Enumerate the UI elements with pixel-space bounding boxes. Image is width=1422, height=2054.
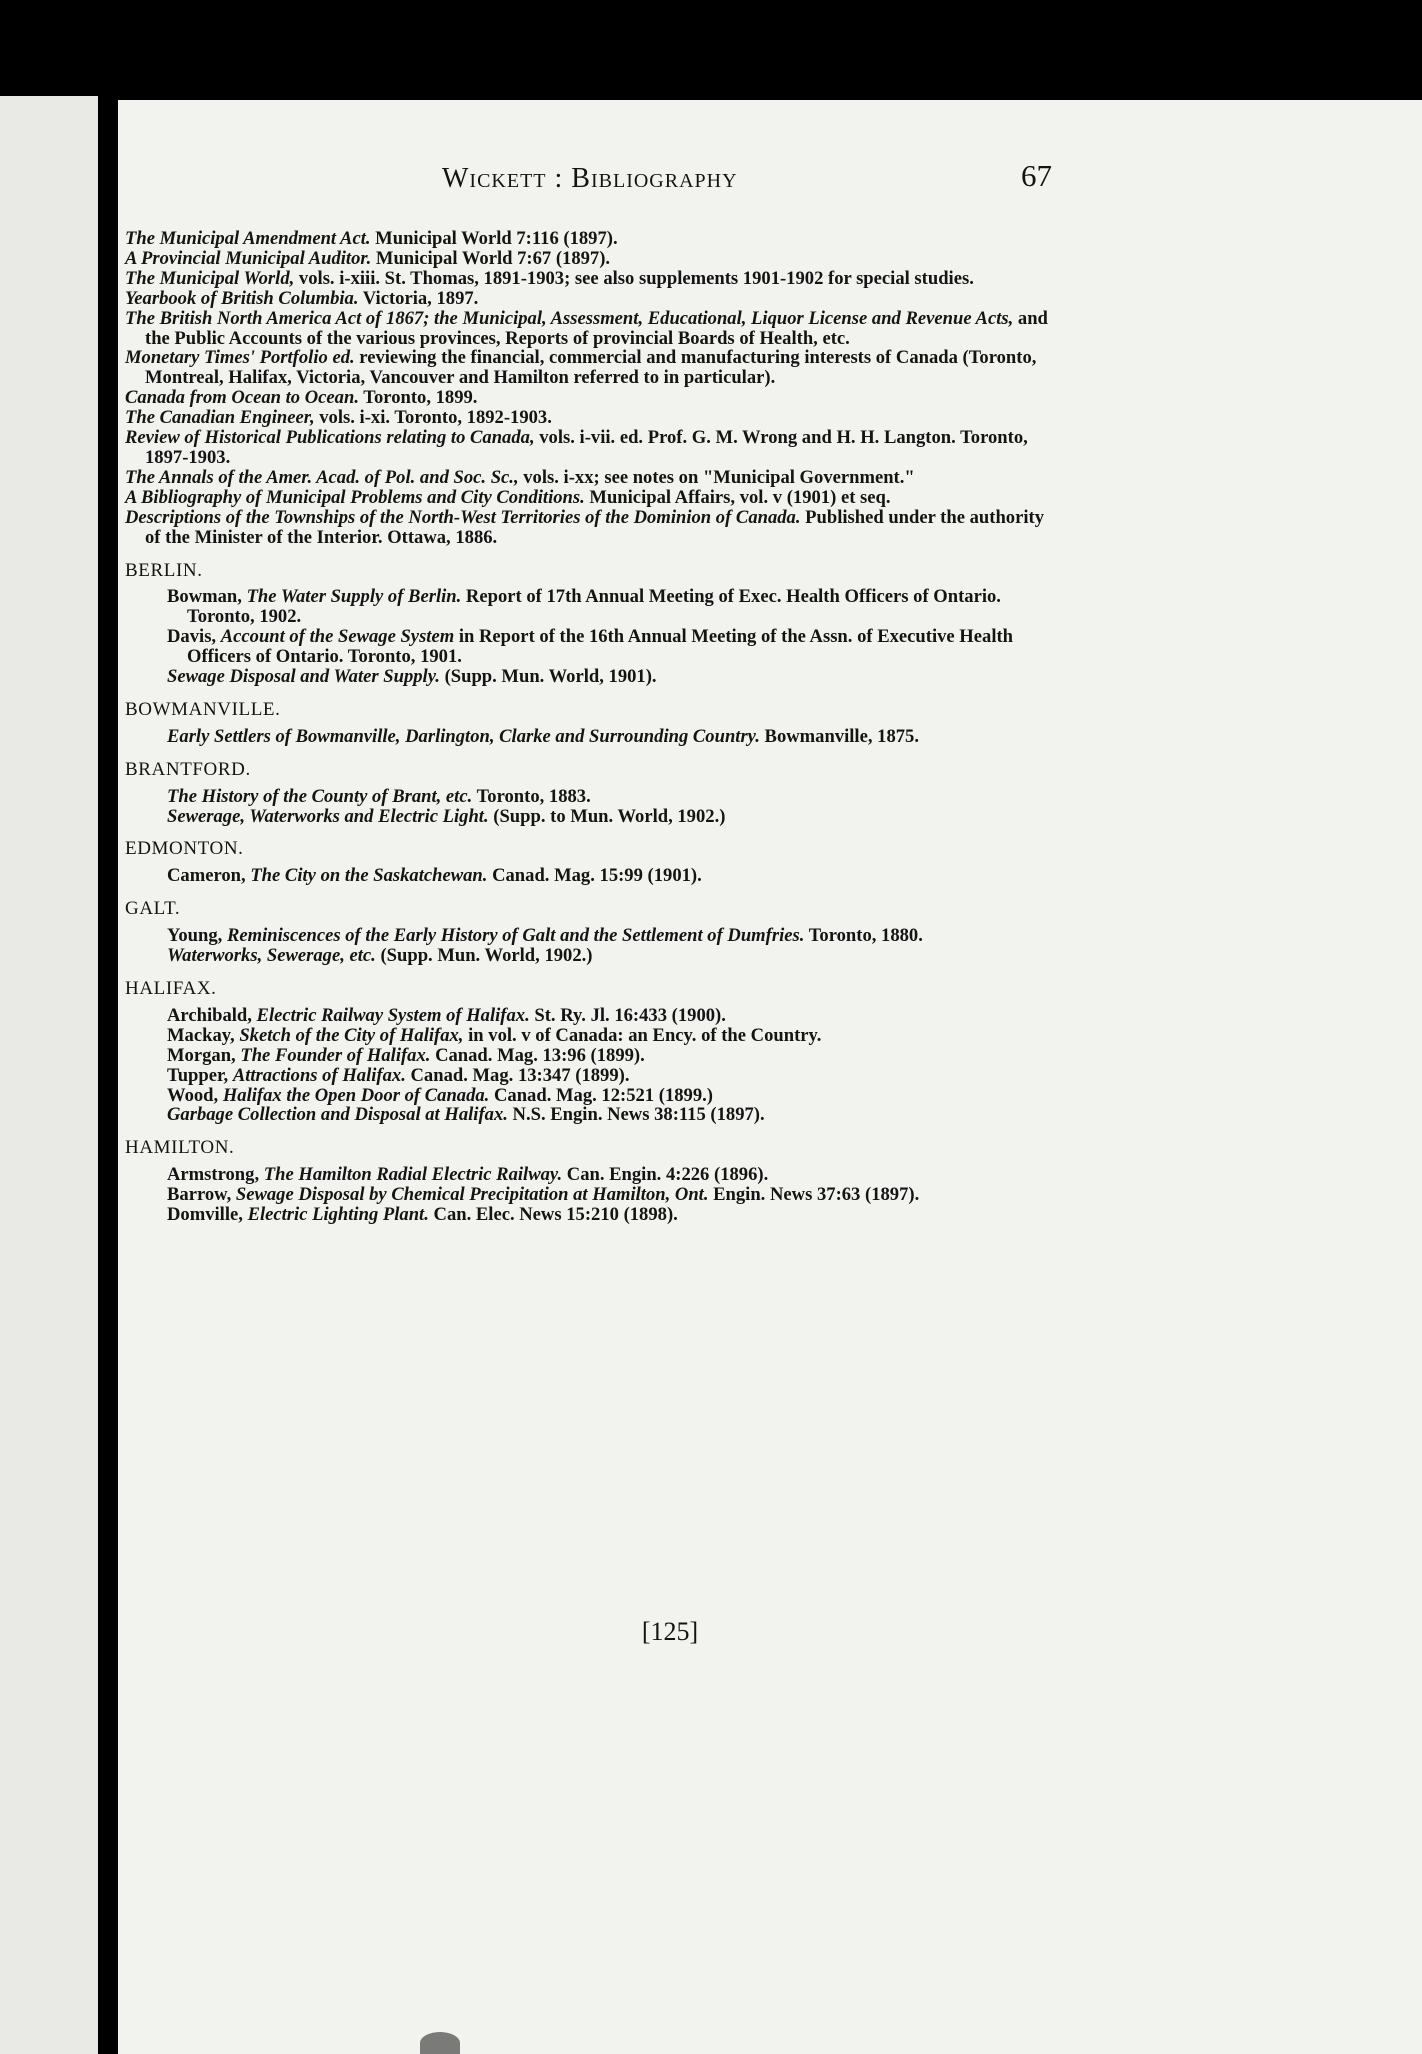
bib-entry: [125, 488, 1055, 508]
bib-entry: [167, 787, 1055, 807]
bib-entry: [167, 1165, 1055, 1185]
bib-entry: [125, 289, 1055, 309]
entry-title: Electric Railway System of Halifax.: [256, 1004, 530, 1026]
bib-entry: [167, 1086, 1055, 1106]
entry-details: Engin. News 37:63 (1897).: [708, 1184, 920, 1206]
scan-artifact: [420, 2032, 460, 2054]
entry-title: The Municipal World,: [125, 267, 295, 289]
bib-entry: [167, 1006, 1055, 1026]
entry-details: (Supp. Mun. World, 1901).: [439, 666, 657, 688]
entry-details: Municipal World 7:116 (1897).: [370, 228, 618, 249]
entry-details: Published under the authority of the Minister of the Interior. Ottawa, 1886.: [145, 506, 1044, 548]
bib-entry: [167, 1066, 1055, 1086]
entry-details: St. Ry. Jl. 16:433 (1900).: [529, 1004, 726, 1026]
entry-title: Sewage Disposal and Water Supply.: [167, 666, 440, 688]
city-section: [125, 758, 1055, 827]
city-section: [125, 978, 1055, 1126]
entry-title: The Hamilton Radial Electric Railway.: [263, 1164, 563, 1186]
entry-title: Reminiscences of the Early History of Galt and the Settlement of Dumfries.: [226, 925, 805, 947]
bib-entry: [167, 1026, 1055, 1046]
section-heading: BRANTFORD.: [125, 758, 251, 780]
entry-author: Morgan,: [167, 1044, 241, 1066]
entry-author: Mackay,: [167, 1024, 240, 1046]
entry-details: Canad. Mag. 15:99 (1901).: [487, 865, 702, 887]
entry-details: and the Public Accounts of the various provinces, Reports of provincial Boards of Health, etc.: [145, 307, 1048, 349]
entry-details: vols. i-xi. Toronto, 1892-1903.: [314, 407, 552, 429]
city-section: [125, 838, 1055, 887]
entry-details: Canad. Mag. 12:521 (1899.): [489, 1084, 713, 1106]
bib-entry: [125, 468, 1055, 488]
city-section: [125, 898, 1055, 967]
entry-details: N.S. Engin. News 38:115 (1897).: [507, 1104, 765, 1126]
bib-entry: [125, 249, 1055, 269]
running-head: Wickett : Bibliography: [442, 163, 738, 194]
entry-author: Young,: [167, 925, 227, 947]
entry-author: Domville,: [167, 1204, 248, 1226]
entry-details: Can. Engin. 4:226 (1896).: [562, 1164, 769, 1186]
entry-title: A Bibliography of Municipal Problems and City Conditions.: [125, 486, 585, 508]
entry-details: Toronto, 1899.: [358, 387, 478, 409]
entry-details: Canad. Mag. 13:96 (1899).: [430, 1044, 645, 1066]
entry-title: Account of the Sewage System: [220, 626, 455, 648]
city-section: [125, 559, 1055, 688]
bib-entry: [167, 926, 1055, 946]
entry-title: Garbage Collection and Disposal at Halifax.: [167, 1104, 508, 1126]
bib-entry: [125, 309, 1055, 349]
entry-details: Toronto, 1880.: [804, 925, 923, 947]
section-heading: EDMONTON.: [125, 838, 244, 860]
section-heading: HALIFAX.: [125, 978, 217, 999]
intro-entries: [125, 229, 1055, 548]
bib-entry: [167, 807, 1055, 827]
entry-title: Monetary Times' Portfolio ed.: [125, 347, 355, 369]
entry-details: vols. i-vii. ed. Prof. G. M. Wrong and H. H. Langton. Toronto, 1897-1903.: [145, 427, 1028, 468]
entry-title: Sewerage, Waterworks and Electric Light.: [167, 805, 489, 827]
entry-details: in Report of the 16th Annual Meeting of the Assn. of Executive Health Officers of Ontario. Toronto, 1901.: [187, 626, 1014, 668]
bib-entry: [125, 508, 1055, 548]
bib-entry: [167, 727, 1055, 747]
bib-entry: [167, 1205, 1055, 1225]
entry-details: in vol. v of Canada: an Ency. of the Country.: [463, 1024, 822, 1046]
entry-details: Municipal Affairs, vol. v (1901) et seq.: [584, 486, 891, 508]
entry-title: The Annals of the Amer. Acad. of Pol. and Soc. Sc.,: [125, 466, 519, 488]
bib-entry: [167, 1046, 1055, 1066]
entry-title: The City on the Saskatchewan.: [250, 865, 488, 887]
section-heading: BOWMANVILLE.: [125, 698, 281, 720]
entry-details: Victoria, 1897.: [358, 287, 479, 309]
entry-details: vols. i-xx; see notes on "Municipal Government.": [518, 466, 915, 488]
bib-entry: [167, 627, 1055, 667]
city-sections: [125, 561, 1055, 1225]
entry-author: Armstrong,: [167, 1164, 264, 1186]
bib-entry: [167, 667, 1055, 687]
entry-title: A Provincial Municipal Auditor.: [125, 247, 372, 269]
entry-details: (Supp. to Mun. World, 1902.): [488, 805, 726, 827]
bib-entry: [167, 587, 1055, 627]
bib-entry: [125, 269, 1055, 289]
bib-entry: [125, 229, 1055, 249]
entry-title: Halifax the Open Door of Canada.: [222, 1084, 490, 1106]
entry-title: The Canadian Engineer,: [125, 407, 315, 429]
bib-entry: [167, 1185, 1055, 1205]
bib-entry: [125, 408, 1055, 428]
entry-title: Attractions of Halifax.: [232, 1064, 406, 1086]
bib-entry: [167, 946, 1055, 966]
bib-entry: [125, 428, 1055, 468]
entry-title: Sewage Disposal by Chemical Precipitation at Hamilton, Ont.: [235, 1184, 709, 1206]
entry-details: reviewing the financial, commercial and manufacturing interests of Canada (Toronto, Montreal, Halifax, Victoria, Vancouver and Hamilton referred to in particular).: [145, 347, 1037, 389]
entry-author: Wood,: [167, 1084, 223, 1106]
entry-title: Waterworks, Sewerage, etc.: [167, 945, 376, 967]
entry-details: (Supp. Mun. World, 1902.): [375, 945, 593, 967]
entry-title: Electric Lighting Plant.: [247, 1204, 429, 1226]
city-section: [125, 1137, 1055, 1226]
entry-details: Toronto, 1883.: [472, 785, 591, 807]
entry-title: The History of the County of Brant, etc.: [167, 785, 473, 807]
bib-entry: [167, 866, 1055, 886]
section-heading: BERLIN.: [125, 559, 203, 581]
signature-mark: [125]: [641, 1617, 699, 1646]
entry-title: Sketch of the City of Halifax,: [239, 1024, 464, 1046]
city-section: [125, 698, 1055, 747]
section-heading: GALT.: [125, 898, 181, 920]
entry-author: Barrow,: [167, 1184, 236, 1206]
bib-entry: [125, 348, 1055, 388]
entry-title: Review of Historical Publications relating to Canada,: [125, 427, 535, 449]
entry-author: Archibald,: [167, 1004, 257, 1026]
entry-details: Can. Elec. News 15:210 (1898).: [428, 1204, 678, 1226]
entry-author: Cameron,: [167, 865, 251, 887]
entry-details: Report of 17th Annual Meeting of Exec. Health Officers of Ontario. Toronto, 1902.: [187, 586, 1001, 628]
entry-title: The British North America Act of 1867; the Municipal, Assessment, Educational, Liquor License and Revenue Acts,: [125, 307, 1014, 329]
entry-details: Bowmanville, 1875.: [759, 725, 919, 747]
entry-title: The Water Supply of Berlin.: [246, 586, 462, 608]
bib-entry: [125, 388, 1055, 408]
entry-title: Canada from Ocean to Ocean.: [125, 387, 359, 409]
page-number: 67: [1021, 158, 1052, 193]
entry-title: The Municipal Amendment Act.: [125, 228, 371, 249]
entry-author: Tupper,: [167, 1064, 233, 1086]
entry-title: Early Settlers of Bowmanville, Darlington, Clarke and Surrounding Country.: [167, 725, 760, 747]
bibliography-content: [125, 229, 1055, 1225]
entry-author: Davis,: [167, 626, 221, 648]
entry-title: Descriptions of the Townships of the North-West Territories of the Dominion of Canada.: [125, 506, 801, 528]
entry-details: vols. i-xiii. St. Thomas, 1891-1903; see also supplements 1901-1902 for special studies.: [294, 267, 974, 289]
section-heading: HAMILTON.: [125, 1137, 235, 1159]
entry-details: Municipal World 7:67 (1897).: [371, 247, 611, 269]
bib-entry: [167, 1105, 1055, 1125]
entry-title: Yearbook of British Columbia.: [125, 287, 359, 309]
entry-author: Bowman,: [167, 586, 247, 608]
left-page-edge: [0, 96, 98, 2054]
entry-details: Canad. Mag. 13:347 (1899).: [405, 1064, 630, 1086]
entry-title: The Founder of Halifax.: [240, 1044, 431, 1066]
